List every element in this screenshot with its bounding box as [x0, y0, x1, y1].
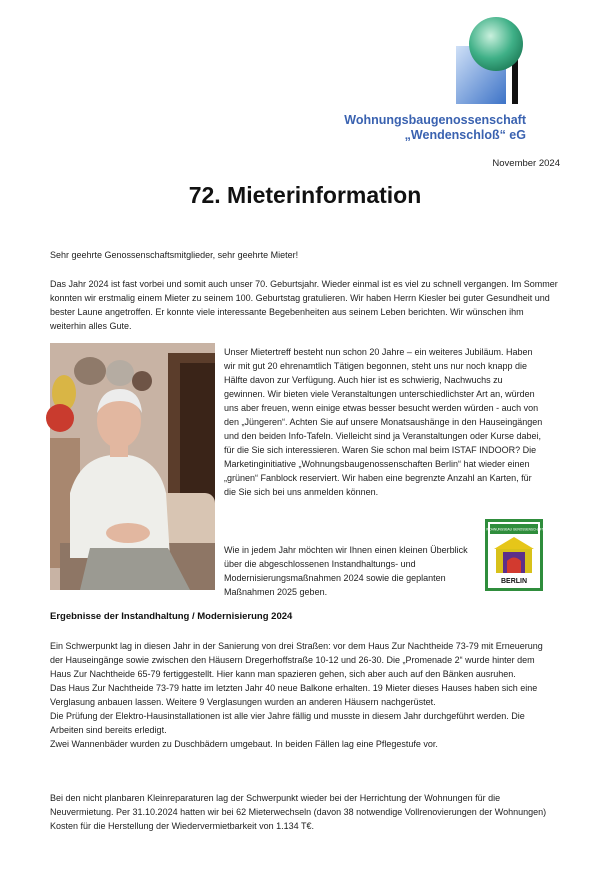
badge-top-text: DIE WOHNUNGSBAU GENOSSENSCHAFTEN [479, 527, 549, 532]
company-logo [452, 14, 526, 112]
section-paragraph-streets: Ein Schwerpunkt lag in diesen Jahr in der Sanierung von drei Straßen: vor dem Haus Zur Nachtheide 73-79 mit Erneuerung der Hauseingänge sowie zwischen den Häusern Dregerhoffstraße 10-12 und 26-30. Die „Promenade 2“ wurde hinter dem Haus Zur Nachtheide 65-79 fertiggestellt. Hier kann man spazieren gehen, sich aber auch auf den Bänken ausruhen. [50, 641, 543, 679]
document-title: 72. Mieterinformation [188, 182, 422, 208]
section-paragraph-electrical: Die Prüfung der Elektro-Hausinstallationen ist alle vier Jahre fällig und musste in diesem Jahr durchgeführt werden. Die Arbeiten sind bereits erledigt. [50, 711, 525, 735]
company-name-line2: „Wendenschloß“ eG [404, 128, 526, 142]
tenant-portrait-photo [50, 343, 215, 590]
section-paragraph-balconies: Das Haus Zur Nachtheide 73-79 hatte im letzten Jahr 40 neue Balkone erhalten. 19 Mieter dieses Hauses haben sich eine Verglasung anbauen lassen. Weitere 9 Verglasungen wurden an anderen Häusern nachgerüstet. [50, 683, 538, 707]
section-heading: Ergebnisse der Instandhaltung / Modernisierung 2024 [50, 611, 293, 622]
section-paragraph-bathrooms: Zwei Wannenbäder wurden zu Duschbädern umgebaut. In beiden Fällen lag eine Pflegestufe vor. [50, 739, 438, 749]
badge-city-label: BERLIN [500, 578, 528, 585]
intro-paragraph: Das Jahr 2024 ist fast vorbei und somit auch unser 70. Geburtsjahr. Wieder einmal ist es viel zu schnell vergangen. Im Sommer konnten wir erstmalig einem Mieter zu seinem 100. Geburtstag gratulieren. Wir haben Herrn Kiesler bei guter Gesundheit und bester Laune angetroffen. Er konnte viele interessante Begebenheiten aus seinem Leben berichten. Wir wünschen ihm weiterhin alles Gute. [50, 279, 558, 331]
berlin-cooperatives-badge [479, 519, 549, 591]
document-date: November 2024 [492, 158, 560, 169]
closing-paragraph: Bei den nicht planbaren Kleinreparaturen lag der Schwerpunkt wieder bei der Herrichtung der Wohnungen für die Neuvermietung. Per 31.10.2024 hatten wir bei 62 Mieterwechseln (davon 38 notwendige Vollrenovierungen der Wohnungen) Kosten für die Herstellung der Wiedervermietbarkeit von 1.134 T€. [50, 793, 547, 831]
mietertreff-paragraph: Unser Mietertreff besteht nun schon 20 Jahre – ein weiteres Jubiläum. Haben wir mit gut 20 ehrenamtlich Tätigen begonnen, steht uns nur noch knapp die Hälfte davon zur Verfügung. Auch hier ist es schwierig, Nachwuchs zu gewinnen. Wir bieten viele Veranstaltungen unterschiedlichster Art an, würden uns aber freuen, wenn einige etwas besser besucht werden würden - auch von den „Jüngeren“. Achten Sie auf unsere Monatsaushänge in den Hauseingängen und den beiden Info-Tafeln. Vielleicht sind ja Veranstaltungen oder Kurse dabei, für die Sie sich interessieren. Waren Sie schon mal beim ISTAF INDOOR? Die Marketinginitiative „Wohnungsbaugenossenschaften Berlin“ hat wieder einen „grünen“ Fanblock reserviert. Wir haben eine begrenzte Anzahl an Karten, für die Sie sich bei uns anmelden können. [224, 347, 543, 497]
company-name-line1: Wohnungsbaugenossenschaft [344, 113, 526, 127]
company-name [300, 113, 526, 143]
salutation: Sehr geehrte Genossenschaftsmitglieder, sehr geehrte Mieter! [50, 250, 299, 260]
overview-paragraph: Wie in jedem Jahr möchten wir Ihnen einen kleinen Überblick über die abgeschlossenen Instandhaltungs- und Modernisierungsmaßnahmen 2024 sowie die geplanten Maßnahmen 2025 geben. [224, 545, 468, 597]
